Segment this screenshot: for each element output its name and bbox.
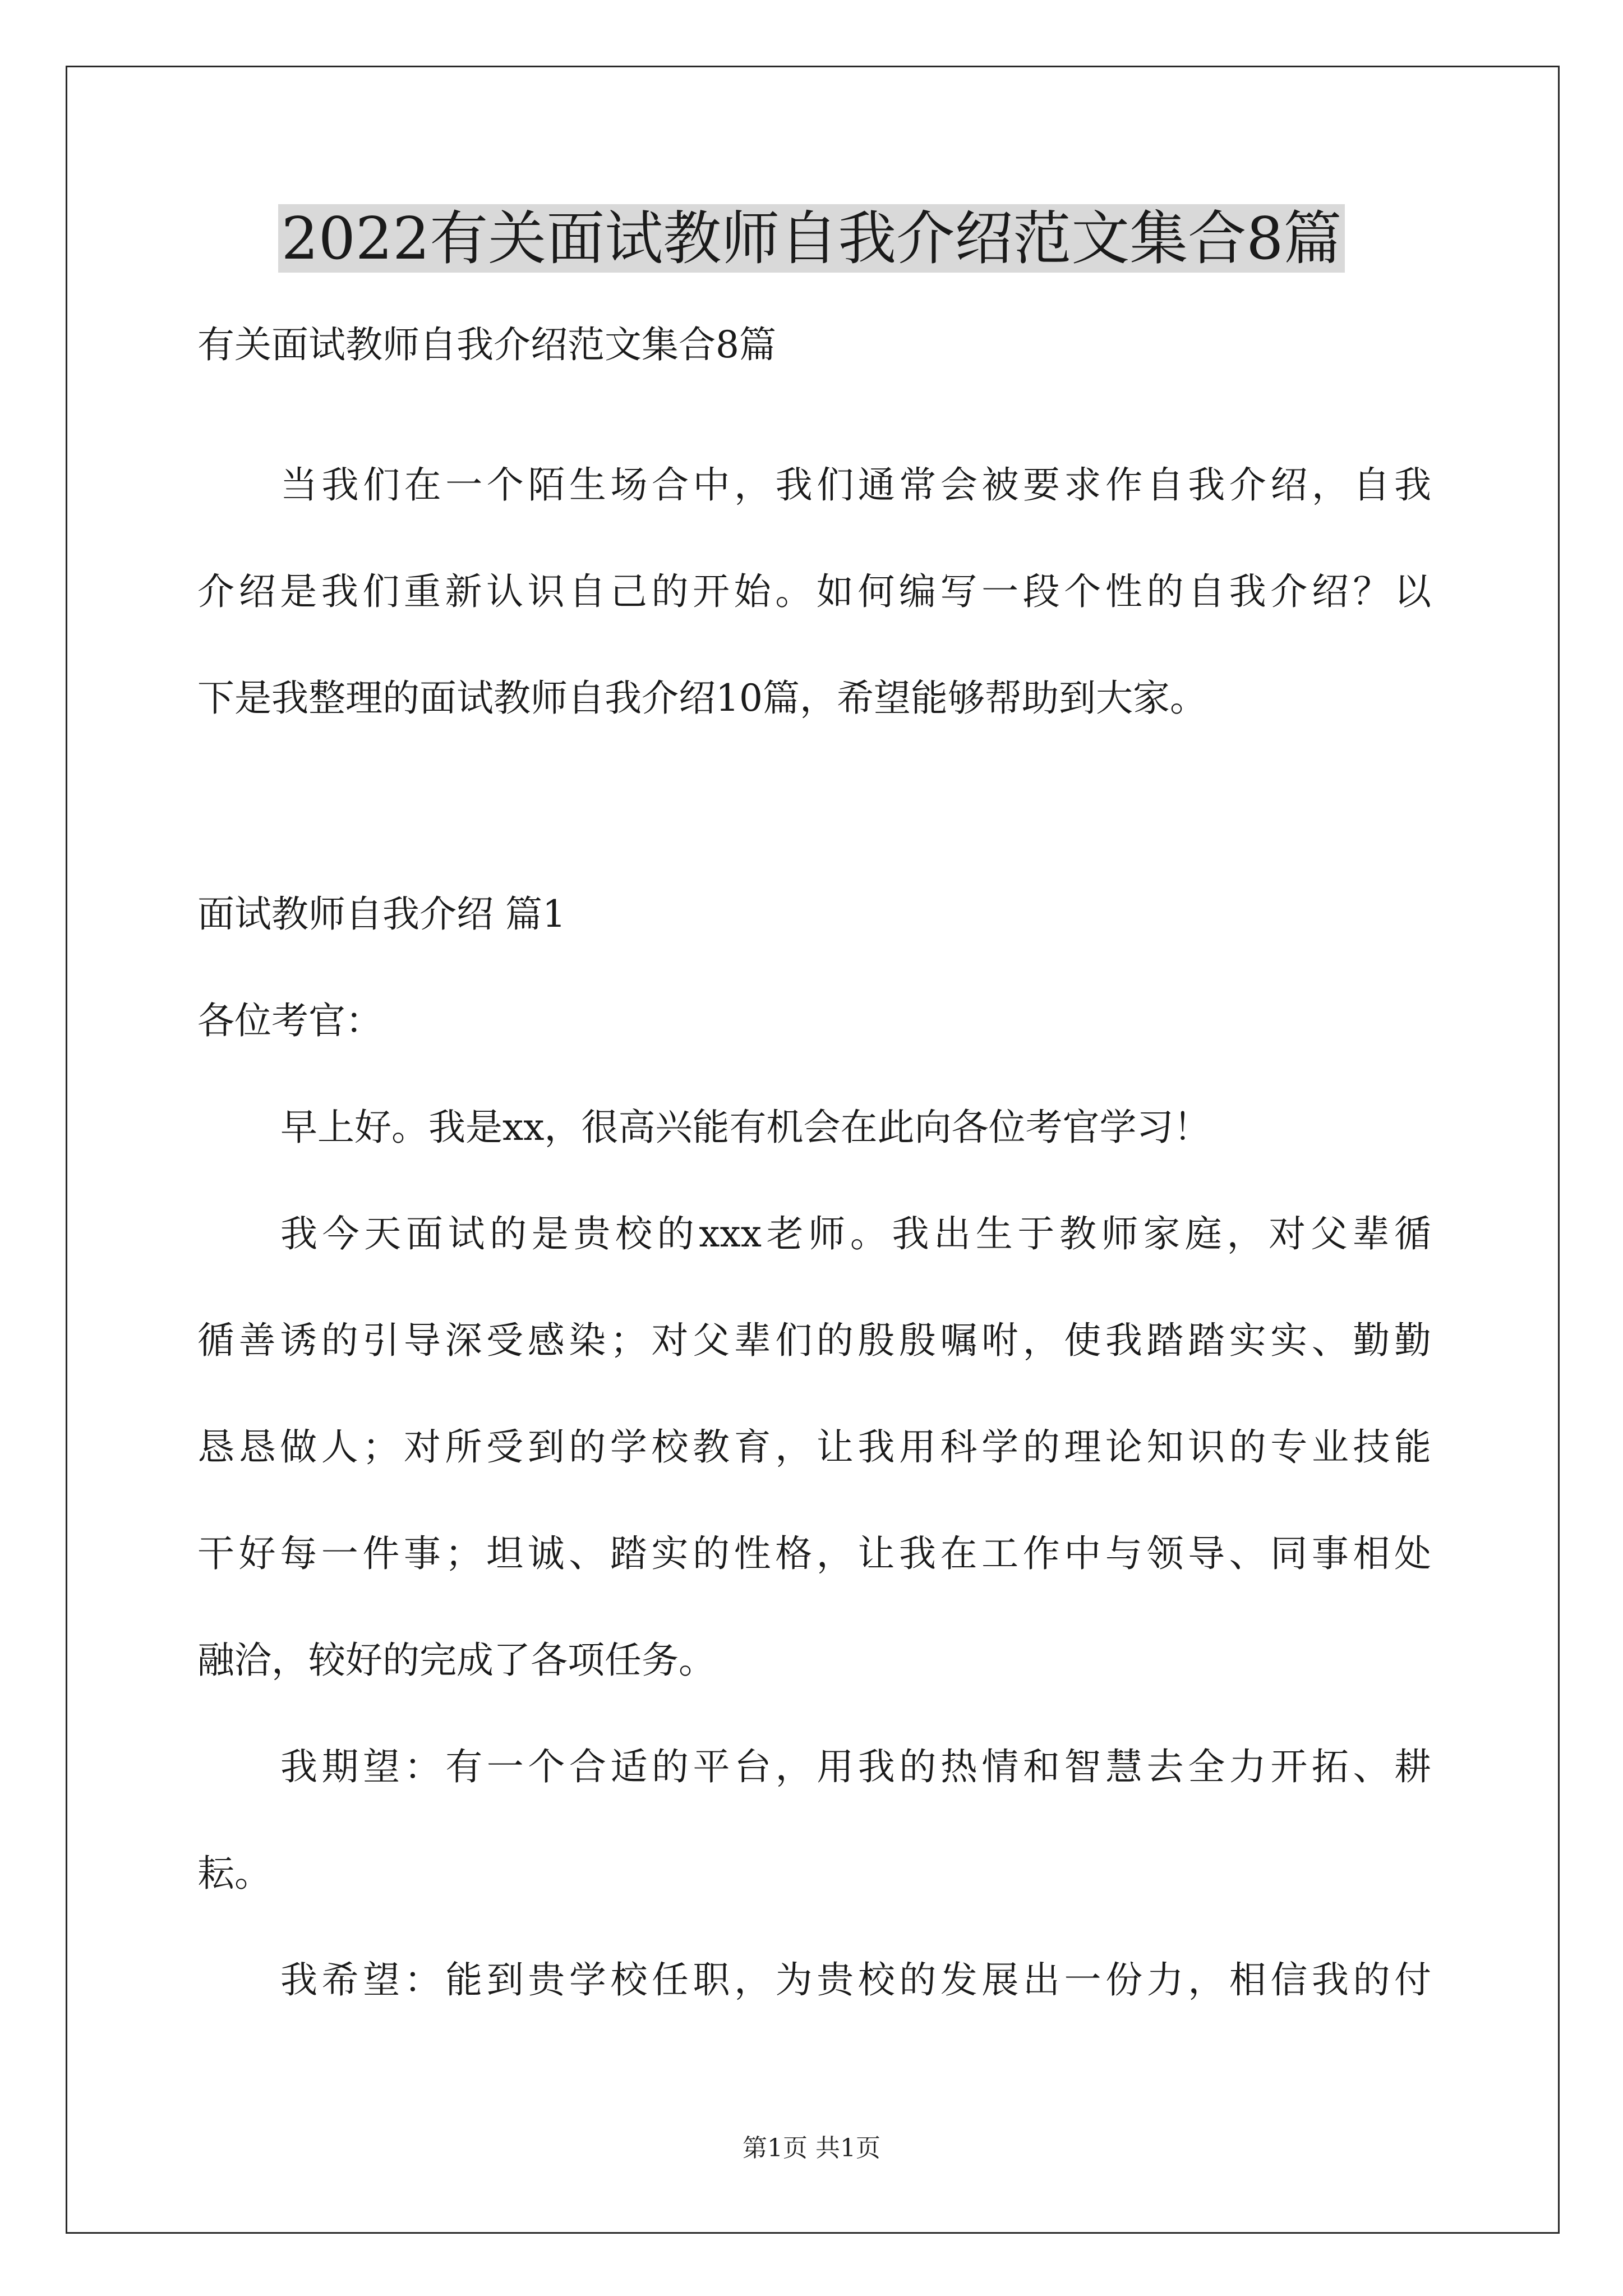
intro-line: 介绍是我们重新认识自己的开始。如何编写一段个性的自我介绍？以 (197, 570, 1431, 613)
paragraph-line: 我希望：能到贵学校任职，为贵校的发展出一份力，相信我的付 (280, 1958, 1431, 2001)
greeting: 早上好。我是xx，很高兴能有机会在此向各位考官学习！ (280, 1106, 1211, 1149)
page-footer: 第1页 共1页 (743, 2134, 880, 2162)
paragraph-line: 融洽，较好的完成了各项任务。 (197, 1639, 716, 1682)
paragraph-line: 我期望：有一个合适的平台，用我的热情和智慧去全力开拓、耕 (280, 1745, 1431, 1788)
intro-line: 当我们在一个陌生场合中，我们通常会被要求作自我介绍，自我 (280, 463, 1431, 507)
intro-line: 下是我整理的面试教师自我介绍10篇，希望能够帮助到大家。 (197, 677, 1207, 720)
section-heading: 面试教师自我介绍 篇1 (197, 892, 566, 936)
document-title: 2022有关面试教师自我介绍范文集合8篇 (0, 199, 1623, 278)
paragraph-line: 恳恳做人；对所受到的学校教育，让我用科学的理论知识的专业技能 (197, 1425, 1431, 1469)
paragraph-line: 干好每一件事；坦诚、踏实的性格，让我在工作中与领导、同事相处 (197, 1532, 1431, 1575)
paragraph-line: 耘。 (197, 1852, 271, 1895)
paragraph-line: 循善诱的引导深受感染；对父辈们的殷殷嘱咐，使我踏踏实实、勤勤 (197, 1319, 1431, 1362)
paragraph-line: 我今天面试的是贵校的xxx老师。我出生于教师家庭，对父辈循 (280, 1212, 1431, 1255)
document-subtitle: 有关面试教师自我介绍范文集合8篇 (197, 323, 776, 366)
salutation: 各位考官： (197, 999, 382, 1042)
